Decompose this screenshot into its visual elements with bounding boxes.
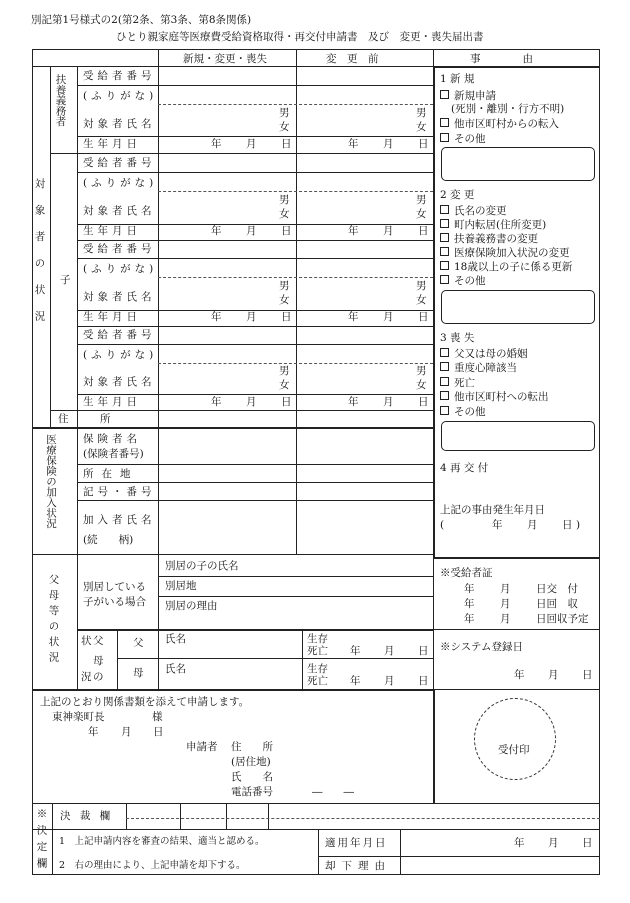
other-bracket[interactable] <box>441 421 595 451</box>
reason-change-item: その他 <box>440 275 486 287</box>
year-label: 年 <box>348 225 359 237</box>
address-label: 住 所 <box>58 413 111 425</box>
year-label: 年 <box>514 669 525 681</box>
checkbox[interactable] <box>440 348 449 357</box>
apply-date-label: 適用年月日 <box>325 837 388 849</box>
female-label: 女 <box>279 294 290 306</box>
form-title: ひとり親家庭等医療費受給資格取得・再交付申請書 及び 変更・喪失届出書 <box>116 31 484 43</box>
subject-name-label: 対象者氏名 <box>83 291 156 303</box>
parents-side-label: 父母等の状況 <box>47 574 60 667</box>
applicant-address-label: 住 所 <box>231 741 273 753</box>
date-paren-close: ) <box>576 519 581 531</box>
insurance-side-label: 医療保険の加入状況 <box>45 434 57 529</box>
day-label: 日 <box>418 138 429 150</box>
month-label: 月 <box>500 613 511 625</box>
month-label: 月 <box>548 669 559 681</box>
insurer-location-label: 所在地 <box>83 468 139 480</box>
member-name-label: 加入者氏名 <box>83 514 156 526</box>
year-label: 年 <box>348 396 359 408</box>
month-label: 月 <box>121 726 132 738</box>
reason-new-item: 他市区町村からの転入 <box>440 118 559 130</box>
checkbox[interactable] <box>440 90 449 99</box>
other-bracket[interactable] <box>441 290 595 324</box>
reason-change-item: 町内転居(住所変更) <box>440 219 546 231</box>
checkbox[interactable] <box>440 205 449 214</box>
reception-stamp-label: 受付印 <box>498 744 530 756</box>
decision-item-1: 1 上記申請内容を審査の結果、適当と認める。 <box>59 836 265 847</box>
female-label: 女 <box>279 208 290 220</box>
reason-change-item: 氏名の変更 <box>440 205 507 217</box>
month-label: 月 <box>500 583 511 595</box>
insurer-number-label: (保険者番号) <box>83 448 144 460</box>
status-char: 母 <box>93 655 104 667</box>
male-label: 男 <box>279 365 290 377</box>
mayor-label: 東神楽町長 <box>52 711 105 723</box>
birthdate-label: 生年月日 <box>83 225 141 237</box>
collect-label: 日回 収 <box>536 598 578 610</box>
female-label: 女 <box>416 208 427 220</box>
day-label: 日 <box>582 669 593 681</box>
reason-loss-head: 3 喪 失 <box>440 332 475 344</box>
year-label: 年 <box>492 519 503 531</box>
checkbox[interactable] <box>440 233 449 242</box>
month-label: 月 <box>383 396 394 408</box>
reason-new-item: 新規申請 <box>440 90 496 102</box>
checkbox[interactable] <box>440 118 449 127</box>
reason-change-head: 2 変 更 <box>440 189 475 201</box>
kana-label: (ふりがな) <box>83 349 158 361</box>
phone-dashes: ― ― <box>312 786 354 798</box>
date-paren-open: ( <box>440 519 445 531</box>
recipient-number-label: 受給者番号 <box>83 329 156 341</box>
year-label: 年 <box>211 311 222 323</box>
year-label: 年 <box>350 645 361 657</box>
checkbox[interactable] <box>440 261 449 270</box>
male-label: 男 <box>416 365 427 377</box>
reason-change-item: 扶養義務書の変更 <box>440 233 538 245</box>
year-label: 年 <box>348 311 359 323</box>
recipient-number-label: 受給者番号 <box>83 70 156 82</box>
sama-label: 様 <box>152 711 163 723</box>
col-reason: 事 由 <box>470 53 533 65</box>
subject-name-label: 対象者氏名 <box>83 205 156 217</box>
month-label: 月 <box>548 837 559 849</box>
year-label: 年 <box>464 583 475 595</box>
checkbox[interactable] <box>440 247 449 256</box>
male-label: 男 <box>279 107 290 119</box>
certificate-label: ※受給者証 <box>440 567 493 579</box>
checkbox[interactable] <box>440 377 449 386</box>
male-label: 男 <box>416 107 427 119</box>
supporter-label: 扶養義務者 <box>54 74 67 127</box>
recipient-number-label: 受給者番号 <box>83 243 156 255</box>
month-label: 月 <box>246 311 257 323</box>
birthdate-label: 生年月日 <box>83 311 141 323</box>
reason-change-item: 18歳以上の子に係る更新 <box>440 261 572 273</box>
separate-label-2: 子がいる場合 <box>83 596 146 608</box>
day-label: 日 <box>418 225 429 237</box>
subject-side-label: 対象者の状況 <box>33 178 46 337</box>
checkbox[interactable] <box>440 275 449 284</box>
dead-label: 死亡 <box>307 645 328 657</box>
day-label: 日 <box>582 837 593 849</box>
day-label: 日 <box>281 311 292 323</box>
month-label: 月 <box>384 645 395 657</box>
month-label: 月 <box>527 519 538 531</box>
female-label: 女 <box>416 379 427 391</box>
reason-loss-item: 他市区町村への転出 <box>440 391 549 403</box>
alive-label: 生存 <box>307 663 328 675</box>
day-label: 日 <box>153 726 164 738</box>
subject-name-label: 対象者氏名 <box>83 118 156 130</box>
reason-loss-item: 死亡 <box>440 377 475 389</box>
reason-loss-item: その他 <box>440 406 486 418</box>
day-label: 日 <box>562 519 573 531</box>
male-label: 男 <box>416 194 427 206</box>
mother-name-label: 氏名 <box>165 663 186 675</box>
child-label: 子 <box>60 274 71 286</box>
day-label: 日 <box>281 225 292 237</box>
month-label: 月 <box>246 138 257 150</box>
form-number: 別記第1号様式の2(第2条、第3条、第8条関係) <box>31 14 252 26</box>
subject-name-label: 対象者氏名 <box>83 376 156 388</box>
father-label: 父 <box>133 637 144 649</box>
day-label: 日 <box>281 138 292 150</box>
day-label: 日 <box>418 645 429 657</box>
female-label: 女 <box>279 121 290 133</box>
applicant-name-label: 氏 名 <box>231 771 273 783</box>
planned-label: 日回収予定 <box>536 613 589 625</box>
birthdate-label: 生年月日 <box>83 138 141 150</box>
year-label: 年 <box>211 138 222 150</box>
male-label: 男 <box>416 280 427 292</box>
month-label: 月 <box>384 675 395 687</box>
month-label: 月 <box>383 138 394 150</box>
checkbox[interactable] <box>440 133 449 142</box>
checkbox[interactable] <box>440 362 449 371</box>
symbol-number-label: 記号・番号 <box>83 486 156 498</box>
decision-column-label: 決 裁 欄 <box>60 810 114 822</box>
year-label: 年 <box>88 726 99 738</box>
kana-label: (ふりがな) <box>83 90 158 102</box>
year-label: 年 <box>464 613 475 625</box>
separate-label-1: 別居している <box>83 581 146 593</box>
year-label: 年 <box>514 837 525 849</box>
decision-item-2: 2 右の理由により、上記申請を却下する。 <box>59 860 246 871</box>
status-char: 状 <box>81 635 92 647</box>
separate-reason-label: 別居の理由 <box>165 600 218 612</box>
month-label: 月 <box>383 311 394 323</box>
reject-reason-label: 却下理由 <box>325 860 391 872</box>
year-label: 年 <box>211 396 222 408</box>
reason-loss-item: 父又は母の婚姻 <box>440 348 528 360</box>
reception-stamp-circle <box>474 698 556 780</box>
reason-change-item: 医療保険加入状況の変更 <box>440 247 570 259</box>
status-char: 況 <box>81 671 92 683</box>
kana-label: (ふりがな) <box>83 177 158 189</box>
female-label: 女 <box>416 121 427 133</box>
kana-label: (ふりがな) <box>83 263 158 275</box>
decision-side-label: ※決定欄 <box>35 808 48 874</box>
reason-new-item: その他 <box>440 133 486 145</box>
birthdate-label: 生年月日 <box>83 396 141 408</box>
applicant-label: 申請者 <box>186 741 218 753</box>
day-label: 日 <box>418 396 429 408</box>
checkbox[interactable] <box>440 406 449 415</box>
reason-new-item-note: (死別・離別・行方不明) <box>451 103 565 115</box>
residence-label: (居住地) <box>231 756 271 768</box>
mother-label: 母 <box>133 667 144 679</box>
year-label: 年 <box>350 675 361 687</box>
female-label: 女 <box>279 379 290 391</box>
col-new: 新規・変更・喪失 <box>183 53 267 65</box>
checkbox[interactable] <box>440 391 449 400</box>
day-label: 日 <box>281 396 292 408</box>
issue-label: 日交 付 <box>536 583 578 595</box>
female-label: 女 <box>416 294 427 306</box>
year-label: 年 <box>348 138 359 150</box>
male-label: 男 <box>279 280 290 292</box>
checkbox[interactable] <box>440 219 449 228</box>
relationship-label: (続 柄) <box>83 534 134 546</box>
reason-new-head: 1 新 規 <box>440 73 475 85</box>
day-label: 日 <box>418 311 429 323</box>
month-label: 月 <box>500 598 511 610</box>
month-label: 月 <box>383 225 394 237</box>
day-label: 日 <box>418 675 429 687</box>
dead-label: 死亡 <box>307 675 328 687</box>
declaration-text: 上記のとおり関係書類を添えて申請します。 <box>40 696 250 708</box>
other-bracket[interactable] <box>441 147 595 181</box>
status-char: 父 <box>93 635 104 647</box>
month-label: 月 <box>246 396 257 408</box>
phone-label: 電話番号 <box>231 786 273 798</box>
recipient-number-label: 受給者番号 <box>83 157 156 169</box>
year-label: 年 <box>464 598 475 610</box>
system-date-label: ※システム登録日 <box>440 641 523 653</box>
insurer-label: 保険者名 <box>83 433 141 445</box>
separate-child-name-label: 別居の子の氏名 <box>165 560 239 572</box>
reason-reissue: 4 再 交 付 <box>440 462 489 474</box>
reason-loss-item: 重度心障該当 <box>440 362 517 374</box>
occurrence-date-label: 上記の事由発生年月日 <box>440 504 545 516</box>
male-label: 男 <box>279 194 290 206</box>
status-char: の <box>93 671 104 683</box>
col-before: 変 更 前 <box>326 53 379 65</box>
alive-label: 生存 <box>307 633 328 645</box>
father-name-label: 氏名 <box>165 633 186 645</box>
month-label: 月 <box>246 225 257 237</box>
separate-address-label: 別居地 <box>165 580 197 592</box>
year-label: 年 <box>211 225 222 237</box>
